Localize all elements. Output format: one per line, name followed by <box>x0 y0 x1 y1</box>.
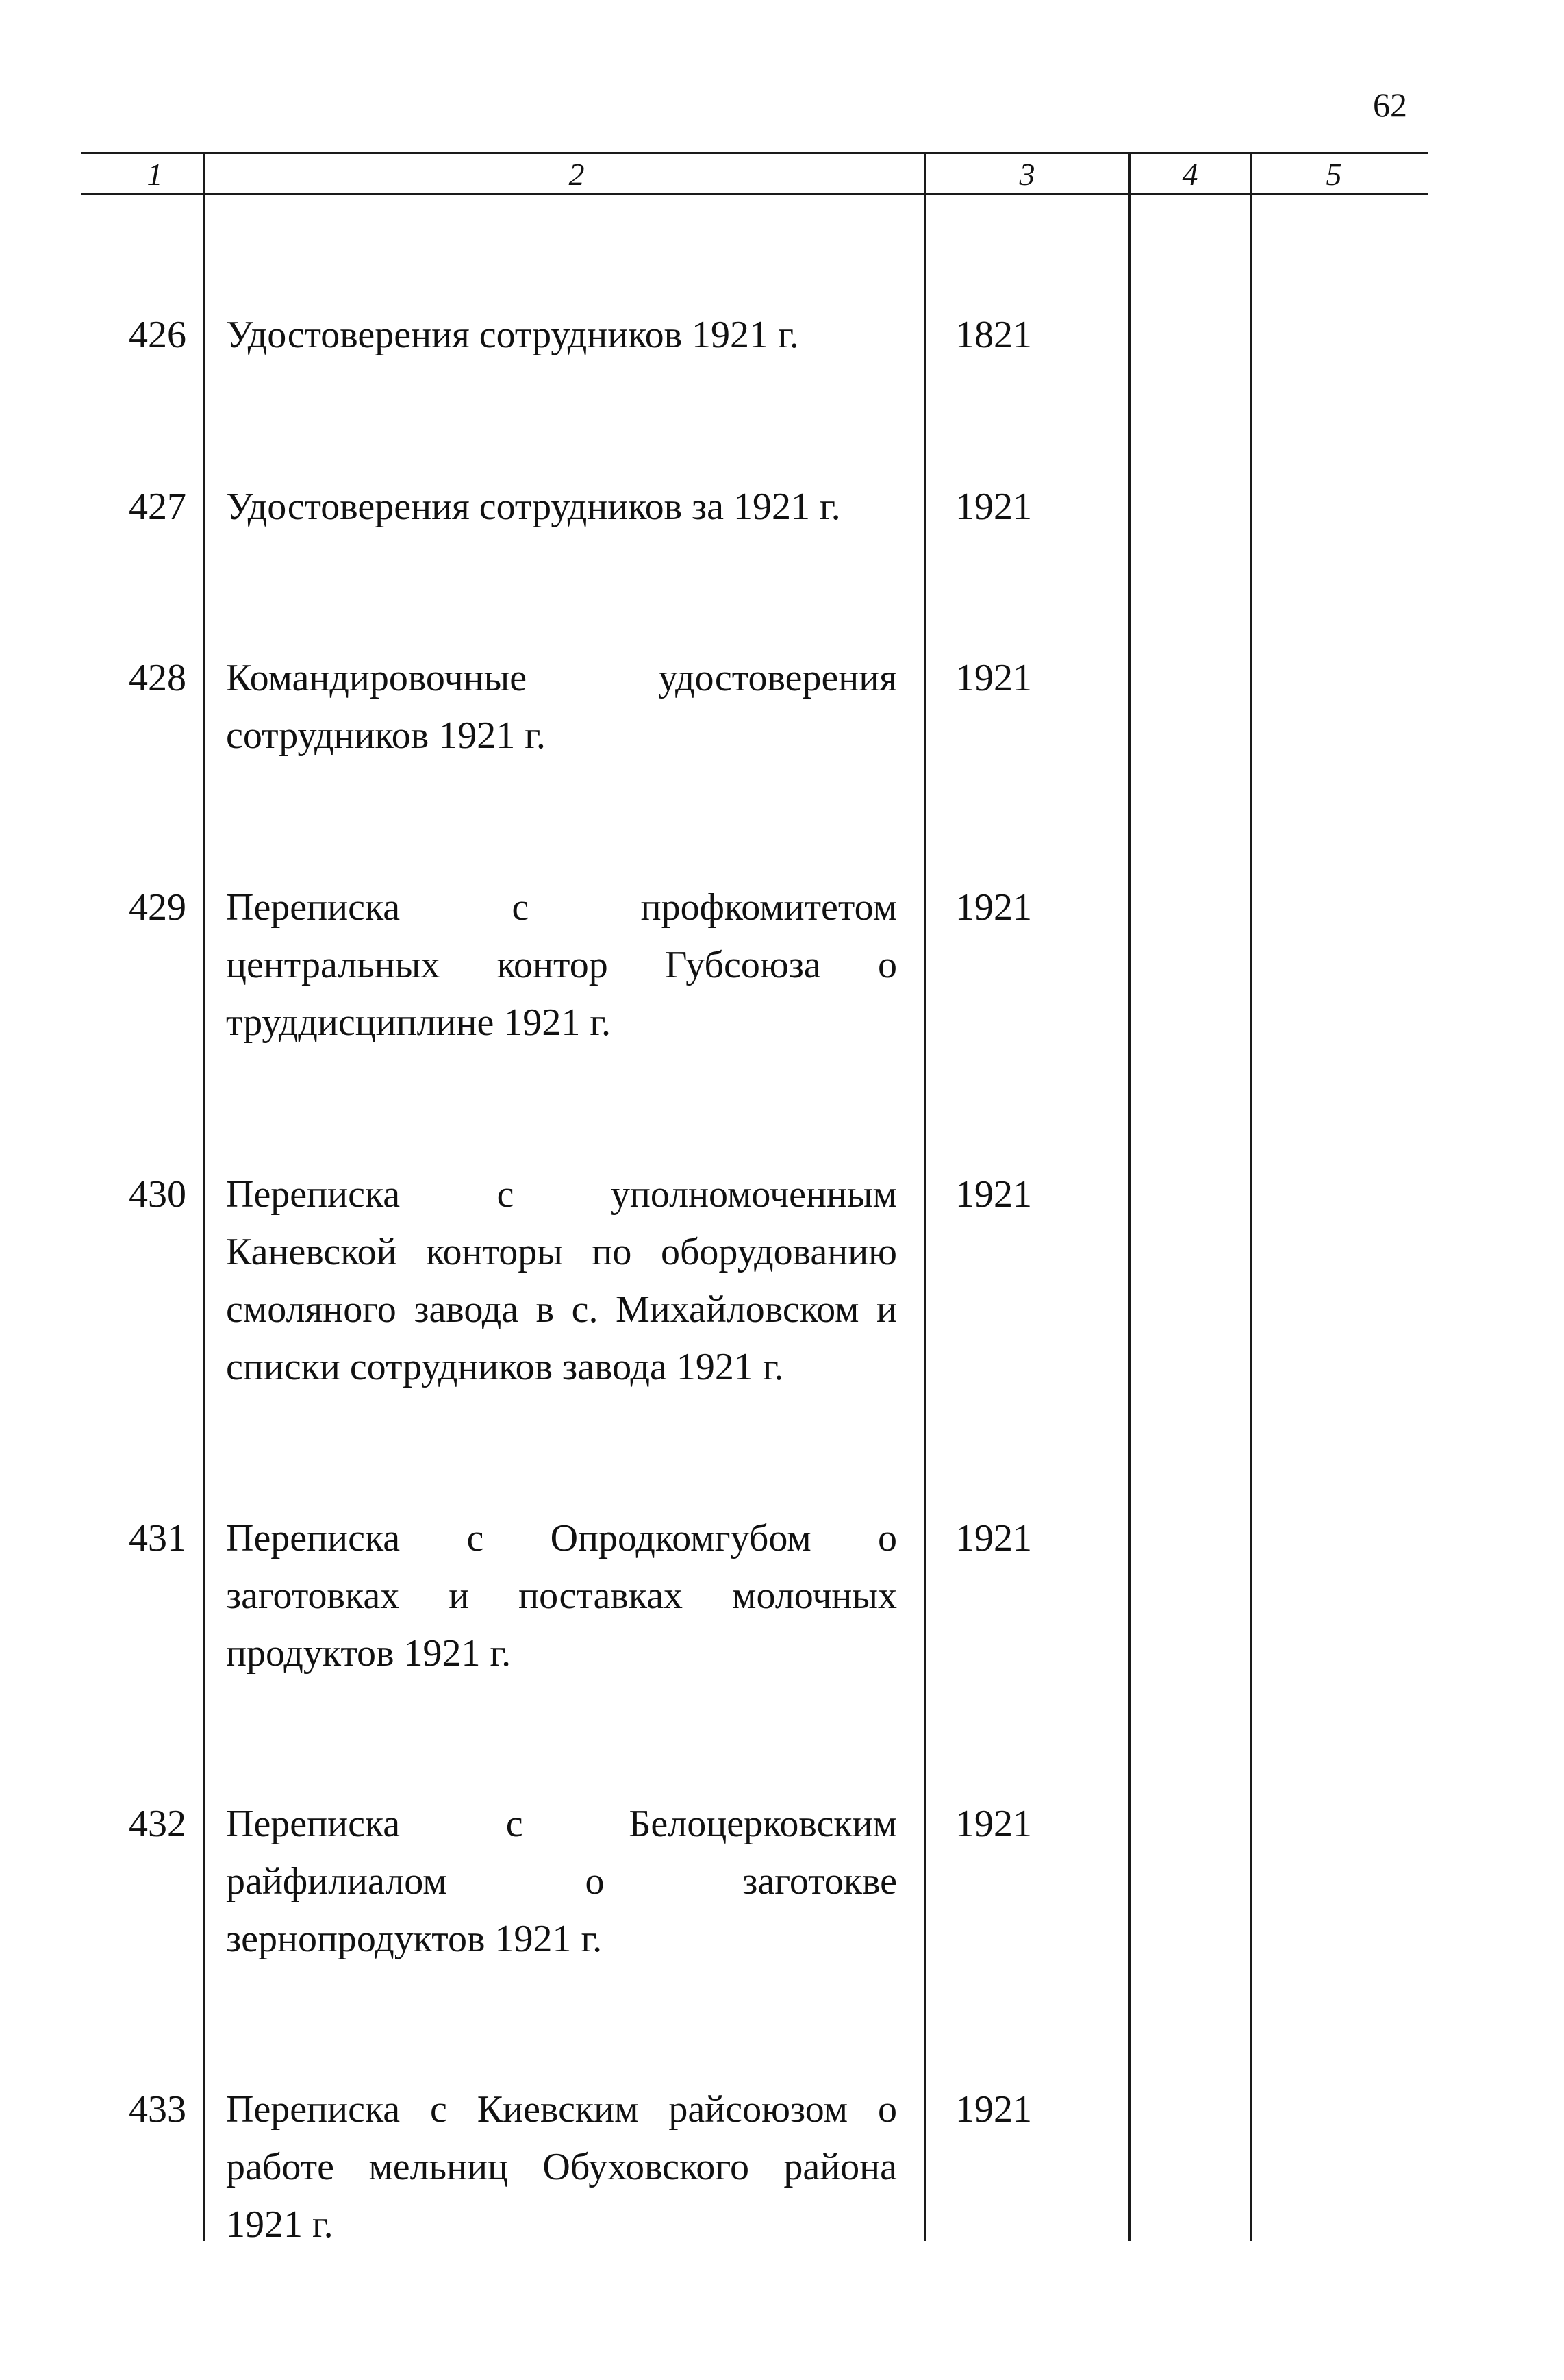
column-header-2: 2 <box>568 157 585 192</box>
row-title: Удостоверения сотрудников 1921 г. <box>226 314 799 356</box>
row-title: Переписка с уполномоченным Каневской конторы по оборудованию смоляного завода в с. Михайловском и списки сотрудников завода 1921 г. <box>226 1173 897 1388</box>
column-divider-3 <box>1128 152 1131 2241</box>
row-title: Переписка с Белоцерковским райфилиалом о заготокве зернопродуктов 1921 г. <box>226 1803 897 1960</box>
row-number: 427 <box>129 486 186 528</box>
table-header-rule <box>81 193 1428 195</box>
row-number: 433 <box>129 2088 186 2131</box>
row-title: Удостоверения сотрудников за 1921 г. <box>226 486 841 528</box>
column-divider-4 <box>1250 152 1252 2241</box>
row-title: Переписка с Киевским райсоюзом о работе мельниц Обуховского района 1921 г. <box>226 2088 897 2246</box>
row-year: 1921 <box>955 1517 1032 1559</box>
column-header-4: 4 <box>1182 157 1198 192</box>
row-title: Командировочные удостоверения сотрудников 1921 г. <box>226 657 897 757</box>
row-year: 1921 <box>955 1173 1032 1216</box>
row-number: 429 <box>129 886 186 929</box>
row-title: Переписка с профкомитетом центральных контор Губсоюза о труддисциплине 1921 г. <box>226 886 897 1044</box>
column-header-1: 1 <box>147 157 163 192</box>
table-top-rule <box>81 152 1428 154</box>
row-number: 428 <box>129 657 186 699</box>
row-number: 430 <box>129 1173 186 1216</box>
row-year: 1921 <box>955 486 1032 528</box>
row-number: 426 <box>129 314 186 356</box>
row-number: 432 <box>129 1803 186 1845</box>
row-number: 431 <box>129 1517 186 1559</box>
row-year: 1921 <box>955 2088 1032 2131</box>
row-year: 1821 <box>955 314 1032 356</box>
row-year: 1921 <box>955 1803 1032 1845</box>
column-divider-1 <box>203 152 205 2241</box>
column-divider-2 <box>924 152 926 2241</box>
column-header-5: 5 <box>1326 157 1342 192</box>
page-number: 62 <box>1373 86 1407 124</box>
column-header-3: 3 <box>1019 157 1035 192</box>
row-title: Переписка с Опродкомгубом о заготовках и поставках молочных продуктов 1921 г. <box>226 1517 897 1675</box>
row-year: 1921 <box>955 886 1032 929</box>
row-year: 1921 <box>955 657 1032 699</box>
